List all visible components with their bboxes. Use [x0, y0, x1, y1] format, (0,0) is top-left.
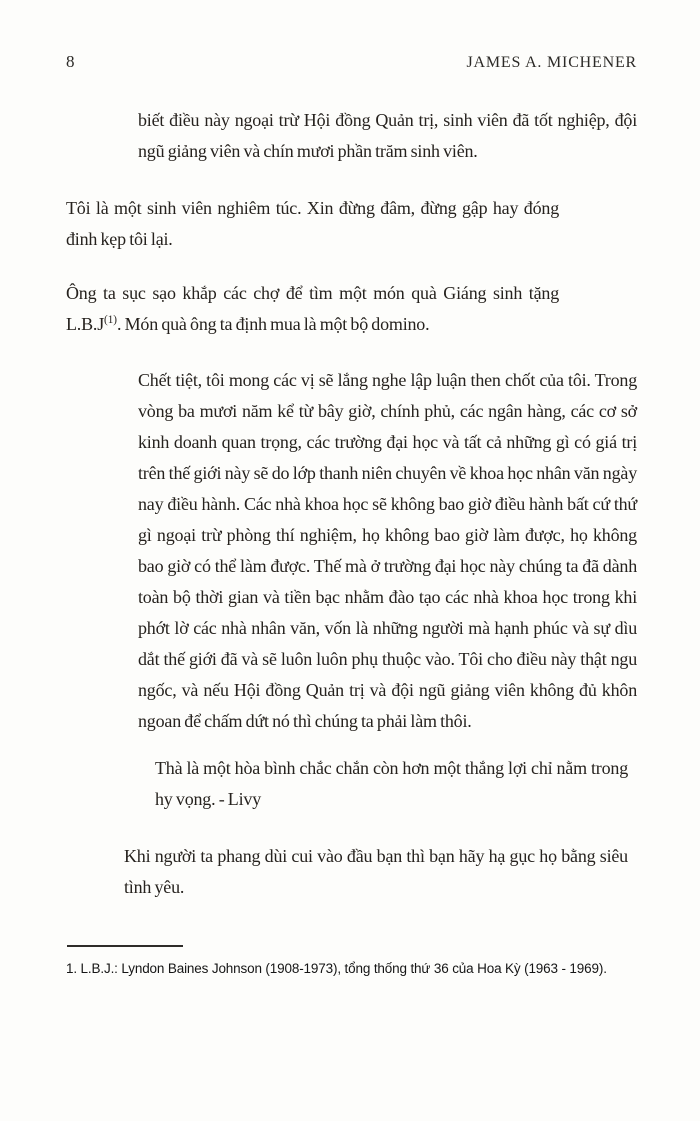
quote-top-continuation: biết điều này ngoại trừ Hội đồng Quản trị, sinh viên đã tốt nghiệp, đội ngũ giảng viên và chín mươi phần trăm sinh viên. — [138, 110, 637, 161]
page-header — [66, 52, 637, 72]
quote-main-humanities: Chết tiệt, tôi mong các vị sẽ lắng nghe lập luận then chốt của tôi. Trong vòng ba mươi năm kể từ bây giờ, chính phủ, các ngân hàng, các cơ sở kinh doanh quan trọng, các trường đại học và tất cả những gì có giá trị trên thế giới này sẽ do lớp thanh niên chuyên về khoa học nhân văn ngày nay điều hành. Các nhà khoa học sẽ không bao giờ điều hành bất cứ thứ gì ngoại trừ phòng thí nghiệm, họ không bao giờ làm được, họ không bao giờ có thể làm được. Thế mà ở trường đại học này chúng ta đã dành toàn bộ thời gian và tiền bạc nhằm đào tạo các nhà khoa học trong khi phớt lờ các nhà nhân văn, vốn là những người mà hạnh phúc và sự dìu dắt thế giới đã và sẽ luôn luôn phụ thuộc vào. Tôi cho điều này thật ngu ngốc, và nếu Hội đồng Quản trị và đội ngũ giảng viên không đủ khôn ngoan để chấm dứt nó thì chúng ta phải làm thôi. — [138, 370, 637, 731]
paragraph-lbj-gift-post: . Món quà ông ta định mua là một bộ domino. — [117, 314, 430, 334]
page-number: 8 — [66, 52, 75, 71]
quote-livy: Thà là một hòa bình chắc chắn còn hơn một thắng lợi chỉ nằm trong hy vọng. - Livy — [155, 758, 628, 809]
footnote-text: 1. L.B.J.: Lyndon Baines Johnson (1908-1973), tổng thống thứ 36 của Hoa Kỳ (1963 - 1969). — [66, 961, 607, 976]
paragraph-lbj-gift — [66, 278, 559, 340]
running-head-author: JAMES A. MICHENER — [466, 54, 637, 71]
paragraph-lbj-gift-pre: Ông ta sục sạo khắp các chợ để tìm một món quà Giáng sinh tặng L.B.J — [66, 283, 559, 334]
paragraph-serious-student: Tôi là một sinh viên nghiêm túc. Xin đừng đâm, đừng gập hay đóng đinh kẹp tôi lại. — [66, 198, 559, 249]
footnote-reference-1: (1) — [104, 314, 118, 326]
paragraph-super-love: Khi người ta phang dùi cui vào đầu bạn thì bạn hãy hạ gục họ bằng siêu tình yêu. — [124, 846, 628, 897]
footnote-divider — [67, 945, 183, 947]
